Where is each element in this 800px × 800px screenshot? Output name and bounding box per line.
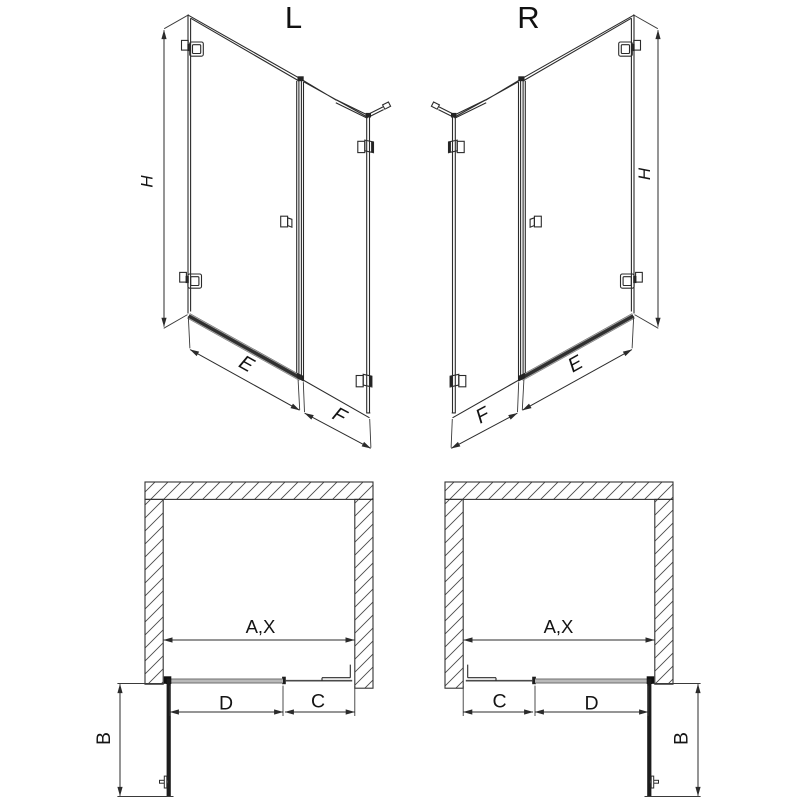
plan-view-left xyxy=(93,482,373,797)
dim-label-open-depth-left: B xyxy=(93,731,115,746)
dim-label-opening-left: A,X xyxy=(245,616,276,637)
view-label-right: R xyxy=(517,0,540,35)
dim-label-door-left: E xyxy=(235,351,258,378)
dim-label-panel-left: F xyxy=(328,403,350,429)
dim-label-open-depth-right: B xyxy=(670,731,693,746)
dim-label-door-plan-left: D xyxy=(218,692,234,715)
hatched-wall-right-plan xyxy=(445,482,673,688)
dim-label-panel-right: F xyxy=(472,403,494,429)
dim-label-door-right: E xyxy=(564,351,587,378)
perspective-view-right xyxy=(431,0,658,448)
dim-label-panel-plan-right: C xyxy=(492,690,507,713)
hatched-wall-left-plan xyxy=(145,482,373,688)
dim-label-opening-right: A,X xyxy=(543,616,574,637)
dim-label-height-right: H xyxy=(635,167,654,181)
dim-label-panel-plan-left: C xyxy=(310,690,326,713)
view-label-left: L xyxy=(284,0,303,35)
dim-label-height-left: H xyxy=(137,175,157,188)
plan-view-right xyxy=(445,482,701,797)
perspective-view-left xyxy=(138,0,391,448)
dim-label-door-plan-right: D xyxy=(584,692,599,715)
